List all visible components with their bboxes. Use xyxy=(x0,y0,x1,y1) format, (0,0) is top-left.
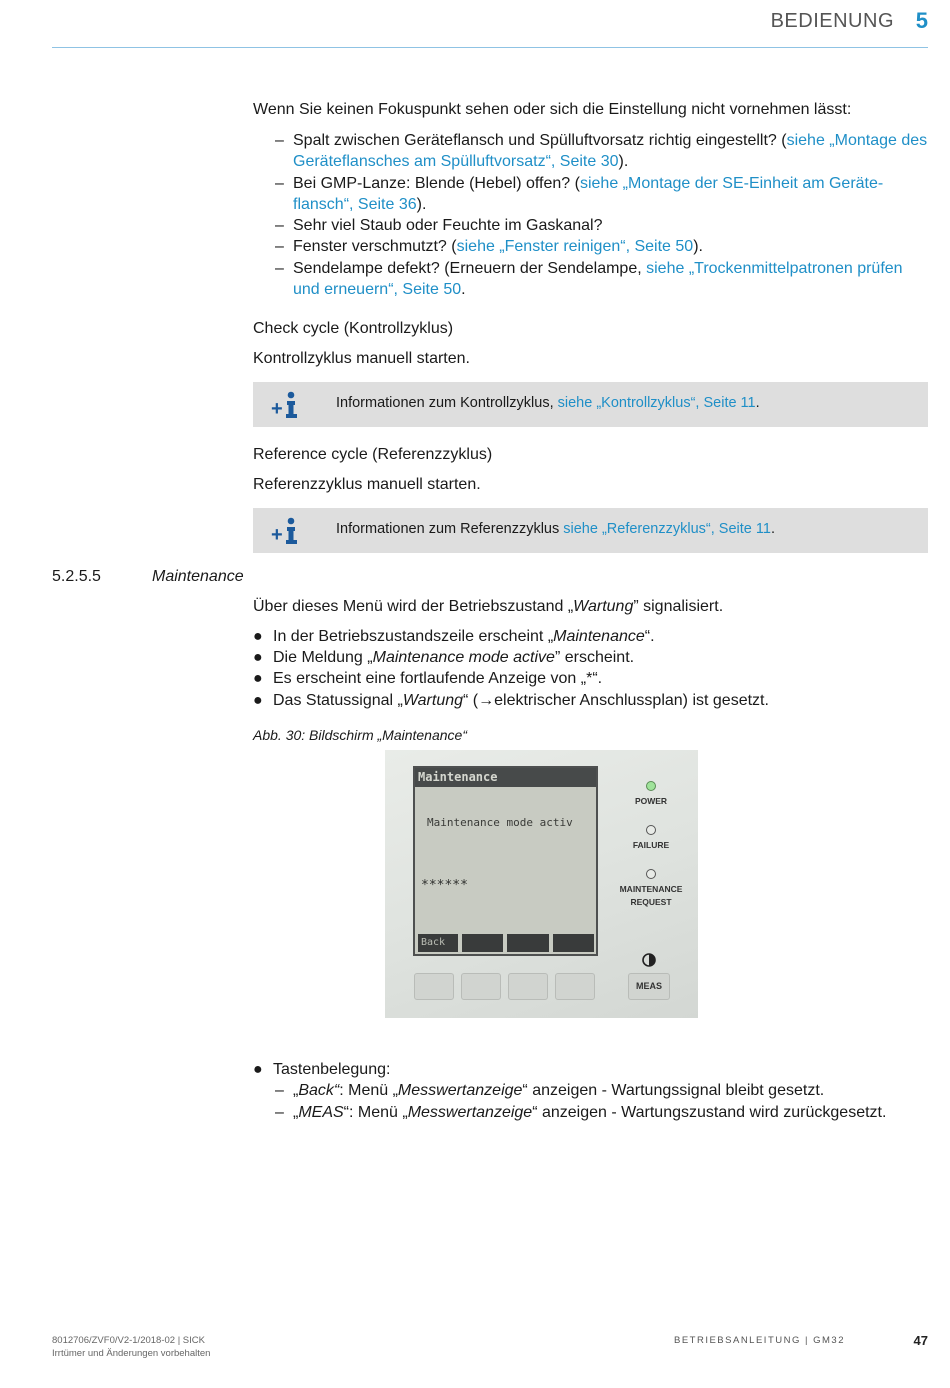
softkey-2[interactable] xyxy=(462,934,503,952)
cross-reference-link[interactable]: siehe „Kontrollzyklus“, Seite 11 xyxy=(557,395,756,411)
list-item: ● Es erscheint eine fortlaufende Anzeige von „*“. xyxy=(253,670,603,687)
hardware-key-2[interactable] xyxy=(461,973,501,1000)
svg-text:+: + xyxy=(271,524,283,546)
screen-progress: ****** xyxy=(421,878,468,893)
svg-text:+: + xyxy=(271,398,283,420)
list-item: – Sendelampe defekt? (Erneuern der Sendelampe, siehe „Trockenmittelpatronen prüfen und erneuern“, Seite 50. xyxy=(275,260,903,299)
list-item: ● Das Statussignal „Wartung“ (→elektrischer Anschlussplan) ist gesetzt. xyxy=(253,692,769,709)
led-label-maintenance: MAINTENANCE xyxy=(619,884,683,894)
info-box xyxy=(253,382,928,427)
footer-left xyxy=(52,1334,210,1360)
list-item: – Sehr viel Staub oder Feuchte im Gaskanal? xyxy=(275,217,603,234)
cross-reference-link[interactable]: siehe „Trockenmittelpatronen prüfen und erneuern“, Seite 50 xyxy=(293,260,903,299)
list-item: ● In der Betriebszustandszeile erscheint „Maintenance“. xyxy=(253,628,655,645)
maintenance-intro: Über dieses Menü wird der Betriebszustand „Wartung” signalisiert. xyxy=(253,598,724,615)
list-item: – „Back“: Menü „Messwertanzeige“ anzeigen - Wartungssignal bleibt gesetzt. xyxy=(275,1082,825,1099)
led-label-power: POWER xyxy=(634,796,668,806)
chapter-number: 5 xyxy=(915,8,928,33)
hardware-key-1[interactable] xyxy=(414,973,454,1000)
info-icon xyxy=(271,390,303,420)
cross-reference-link[interactable]: siehe „Montage der SE-Einheit am Geräteflansch“, Seite 36 xyxy=(293,175,884,214)
section-title: BEDIENUNG xyxy=(770,10,894,32)
check-cycle-text: Kontrollzyklus manuell starten. xyxy=(253,350,470,367)
power-led xyxy=(646,781,656,791)
softkey-3[interactable] xyxy=(507,934,549,952)
reference-cycle-text: Referenzzyklus manuell starten. xyxy=(253,476,481,493)
hardware-key-4[interactable] xyxy=(555,973,595,1000)
list-item: – Spalt zwischen Geräteflansch und Spülluftvorsatz richtig eingestellt? (siehe „Montage des Geräteflansches am Spülluftvorsatz“, Seite 30). xyxy=(275,132,928,171)
led-label-failure: FAILURE xyxy=(632,840,670,850)
list-item: – Bei GMP-Lanze: Blende (Hebel) offen? (siehe „Montage der SE-Einheit am Geräteflansch“, Seite 36). xyxy=(275,175,884,214)
device-photo xyxy=(385,750,698,1018)
troubleshooting-intro: Wenn Sie keinen Fokuspunkt sehen oder sich die Einstellung nicht vornehmen lässt: xyxy=(253,101,852,118)
doc-id: 8012706/ZVF0/V2-1/2018-02 | SICK xyxy=(52,1335,205,1346)
info-icon xyxy=(271,516,303,546)
figure-caption: Abb. 30: Bildschirm „Maintenance“ xyxy=(253,727,467,743)
check-cycle-heading: Check cycle (Kontrollzyklus) xyxy=(253,320,454,337)
cross-reference-link[interactable]: siehe „Montage des Geräteflansches am Spülluftvorsatz“, Seite 30 xyxy=(293,132,928,171)
section-number: 5.2.5.5 xyxy=(52,568,101,585)
screen-title: Maintenance xyxy=(415,768,596,787)
meas-button[interactable]: MEAS xyxy=(628,973,670,1000)
info-text: Informationen zum Referenzzyklus siehe „Referenzzyklus“, Seite 11. xyxy=(336,521,775,537)
cross-reference-link[interactable]: siehe „Fenster reinigen“, Seite 50 xyxy=(456,238,694,255)
maintenance-request-led xyxy=(646,869,656,879)
contrast-icon[interactable] xyxy=(642,953,656,967)
lcd-screen xyxy=(413,766,598,956)
header-divider xyxy=(52,47,928,48)
disclaimer: Irrtümer und Änderungen vorbehalten xyxy=(52,1348,211,1359)
list-item: ● Die Meldung „Maintenance mode active” erscheint. xyxy=(253,649,635,666)
reference-cycle-heading: Reference cycle (Referenzzyklus) xyxy=(253,446,493,463)
screen-message: Maintenance mode activ xyxy=(427,816,573,829)
hardware-key-3[interactable] xyxy=(508,973,548,1000)
list-item: – Fenster verschmutzt? (siehe „Fenster reinigen“, Seite 50). xyxy=(275,238,703,255)
section-title-maintenance: Maintenance xyxy=(152,568,244,585)
list-item: ● Tastenbelegung: xyxy=(253,1061,391,1078)
info-text: Informationen zum Kontrollzyklus, siehe „Kontrollzyklus“, Seite 11. xyxy=(336,395,760,411)
failure-led xyxy=(646,825,656,835)
softkey-back[interactable]: Back xyxy=(418,934,458,952)
cross-reference-link[interactable]: siehe „Referenzzyklus“, Seite 11 xyxy=(563,521,771,537)
list-item: – „MEAS“: Menü „Messwertanzeige“ anzeigen - Wartungszustand wird zurückgesetzt. xyxy=(275,1104,887,1121)
led-label-request: REQUEST xyxy=(630,897,672,907)
page-number: 47 xyxy=(913,1333,928,1348)
info-box xyxy=(253,508,928,553)
manual-title: BETRIEBSANLEITUNG | GM32 xyxy=(674,1335,845,1346)
softkey-4[interactable] xyxy=(553,934,594,952)
